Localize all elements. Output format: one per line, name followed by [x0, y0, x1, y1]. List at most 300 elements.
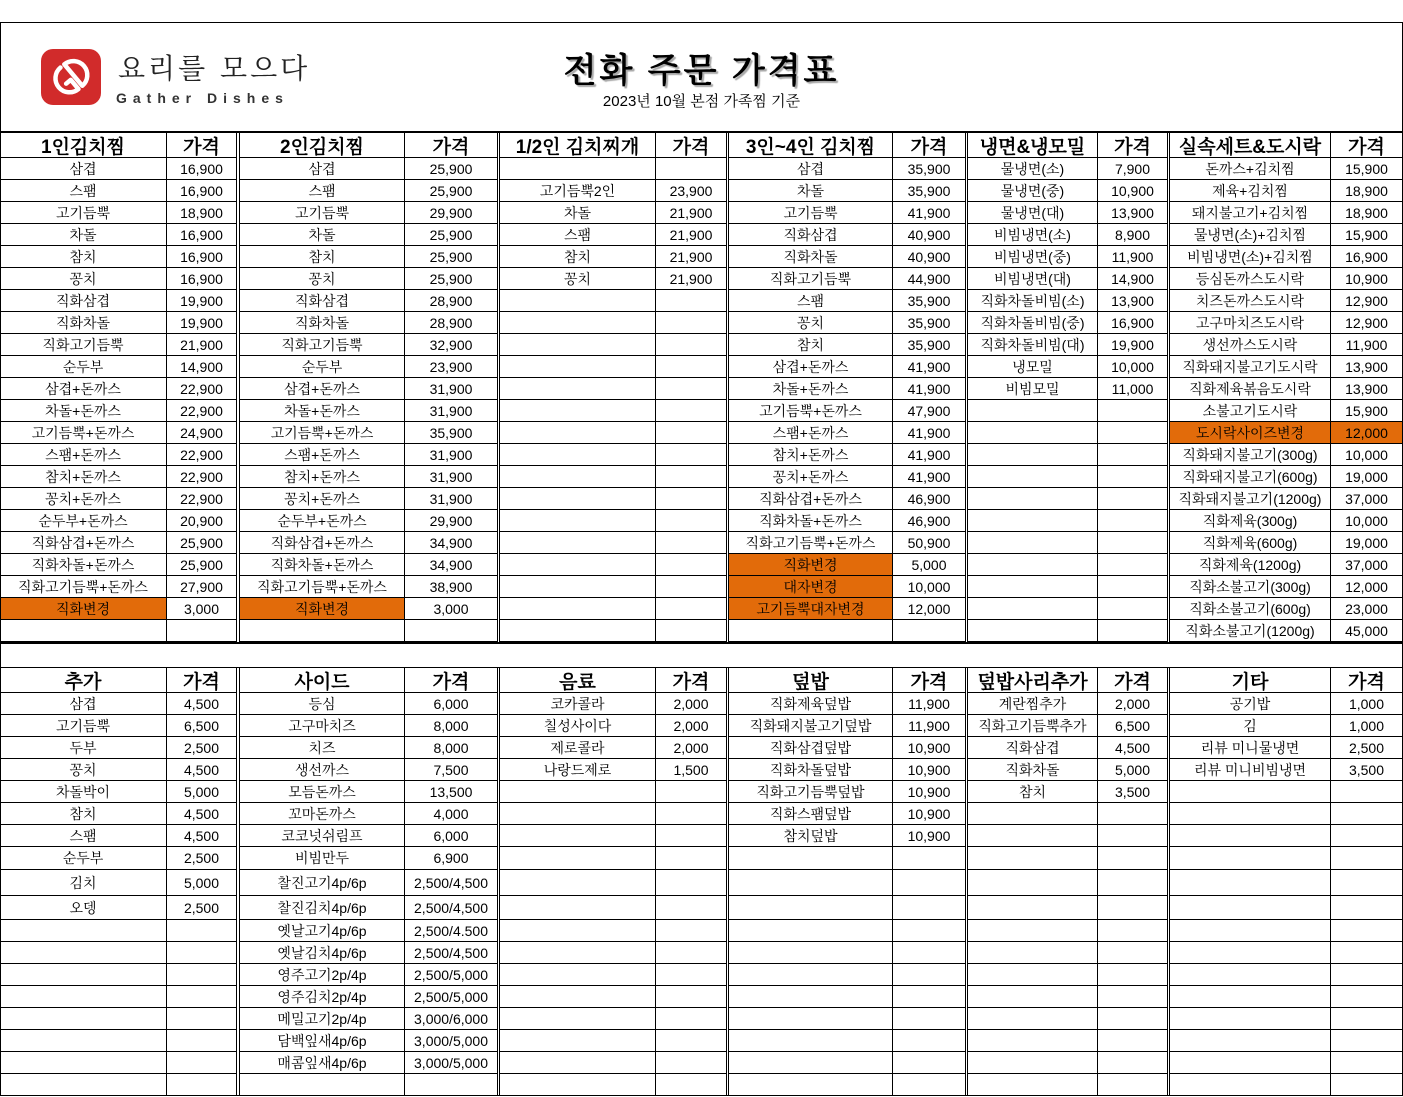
- menu-item-name: 돈까스+김치찜: [1170, 158, 1331, 180]
- menu-item-price: 23,900: [656, 180, 727, 202]
- empty-cell: [729, 847, 893, 870]
- menu-item-price: 25,900: [405, 158, 498, 180]
- menu-item-name: 꽁치+돈까스: [0, 488, 167, 510]
- menu-item-name: 직화삼겹덮밥: [729, 737, 893, 759]
- column-header-category: 실속세트&도시락: [1170, 133, 1331, 158]
- empty-cell: [1170, 1008, 1331, 1030]
- column-header-price: 가격: [893, 668, 966, 693]
- column-header-category: 1/2인 김치찌개: [500, 133, 656, 158]
- menu-item-price: 13,900: [1098, 290, 1168, 312]
- empty-cell: [500, 825, 656, 847]
- menu-item-name: 직화고기듬뿍+돈까스: [729, 532, 893, 554]
- menu-item-price: 8,000: [405, 715, 498, 737]
- menu-item-price: 21,900: [167, 334, 237, 356]
- menu-item-name: 꽁치: [729, 312, 893, 334]
- menu-item-price: 31,900: [405, 378, 498, 400]
- menu-item-name: 스팸: [240, 180, 405, 202]
- menu-item-name: 직화제육볶음도시락: [1170, 378, 1331, 400]
- empty-cell: [1098, 1008, 1168, 1030]
- menu-item-name: 직화삼겹: [240, 290, 405, 312]
- menu-item-price: 21,900: [656, 224, 727, 246]
- menu-item-name: 참치: [240, 246, 405, 268]
- menu-group: [500, 668, 727, 1096]
- empty-cell: [1170, 803, 1331, 825]
- menu-item-price: 41,900: [893, 356, 966, 378]
- empty-cell: [500, 986, 656, 1008]
- empty-cell: [1331, 986, 1403, 1008]
- menu-item-name: 직화차돌: [729, 246, 893, 268]
- menu-item-name: 칠성사이다: [500, 715, 656, 737]
- empty-cell: [968, 1052, 1098, 1074]
- empty-cell: [893, 1030, 966, 1052]
- empty-cell: [893, 870, 966, 896]
- empty-cell: [729, 870, 893, 896]
- menu-item-price: 6,000: [405, 825, 498, 847]
- menu-item-name: 김치: [0, 870, 167, 896]
- empty-cell: [729, 1030, 893, 1052]
- highlighted-item-name: 도시락사이즈변경: [1170, 422, 1331, 444]
- empty-cell: [656, 312, 727, 334]
- menu-item-price: 21,900: [656, 268, 727, 290]
- menu-item-name: 직화고기듬뿍덮밥: [729, 781, 893, 803]
- menu-item-name: 직화차돌+돈까스: [240, 554, 405, 576]
- empty-cell: [656, 466, 727, 488]
- menu-item-price: 40,900: [893, 224, 966, 246]
- menu-item-name: 직화차돌+돈까스: [0, 554, 167, 576]
- menu-item-name: 차돌박이: [0, 781, 167, 803]
- empty-cell: [968, 400, 1098, 422]
- menu-item-price: 22,900: [167, 378, 237, 400]
- menu-item-price: 34,900: [405, 532, 498, 554]
- menu-item-price: 19,900: [167, 312, 237, 334]
- empty-cell: [656, 964, 727, 986]
- empty-cell: [240, 620, 405, 642]
- menu-item-name: 스팸: [500, 224, 656, 246]
- menu-item-price: 29,900: [405, 510, 498, 532]
- empty-cell: [968, 510, 1098, 532]
- group-divider: [1168, 133, 1170, 642]
- empty-cell: [1098, 1052, 1168, 1074]
- empty-cell: [893, 1052, 966, 1074]
- menu-item-price: 2,500/4,500: [405, 896, 498, 920]
- menu-item-name: 스팸+돈까스: [240, 444, 405, 466]
- menu-item-price: 22,900: [167, 466, 237, 488]
- menu-group: [968, 133, 1168, 642]
- empty-cell: [500, 510, 656, 532]
- brand-name-english: Gather Dishes: [116, 90, 289, 106]
- empty-cell: [1170, 896, 1331, 920]
- menu-item-price: 10,900: [893, 803, 966, 825]
- menu-item-name: 치즈: [240, 737, 405, 759]
- menu-item-price: 35,900: [893, 158, 966, 180]
- menu-item-name: 꽁치: [500, 268, 656, 290]
- empty-cell: [1170, 920, 1331, 942]
- menu-group: [729, 133, 966, 642]
- empty-cell: [500, 847, 656, 870]
- menu-item-price: 10,900: [1331, 268, 1403, 290]
- menu-group: [1170, 133, 1403, 642]
- empty-cell: [968, 896, 1098, 920]
- menu-item-name: 직화고기듬뿍+돈까스: [0, 576, 167, 598]
- menu-item-price: 6,500: [167, 715, 237, 737]
- empty-cell: [656, 532, 727, 554]
- menu-item-price: 21,900: [656, 202, 727, 224]
- menu-item-name: 고기듬뿍: [0, 715, 167, 737]
- menu-item-name: 메밀고기2p/4p: [240, 1008, 405, 1030]
- menu-item-name: 직화고기듬뿍추가: [968, 715, 1098, 737]
- menu-item-name: 순두부+돈까스: [0, 510, 167, 532]
- empty-cell: [656, 290, 727, 312]
- column-header-category: 덮밥사리추가: [968, 668, 1098, 693]
- empty-cell: [0, 1074, 167, 1096]
- menu-item-name: 직화차돌: [240, 312, 405, 334]
- menu-item-price: 3,000/5,000: [405, 1030, 498, 1052]
- menu-item-name: 직화차돌비빔(대): [968, 334, 1098, 356]
- menu-item-name: 참치: [0, 246, 167, 268]
- menu-item-price: 44,900: [893, 268, 966, 290]
- empty-cell: [240, 1074, 405, 1096]
- menu-item-name: 비빔냉면(대): [968, 268, 1098, 290]
- empty-cell: [968, 488, 1098, 510]
- menu-item-name: 코카콜라: [500, 693, 656, 715]
- menu-item-price: 10,900: [1098, 180, 1168, 202]
- empty-cell: [968, 964, 1098, 986]
- empty-cell: [1098, 920, 1168, 942]
- empty-cell: [1331, 964, 1403, 986]
- menu-item-price: 3,000: [405, 598, 498, 620]
- empty-cell: [167, 1074, 237, 1096]
- menu-item-price: 1,500: [656, 759, 727, 781]
- menu-item-price: 19,000: [1331, 466, 1403, 488]
- menu-item-price: 6,900: [405, 847, 498, 870]
- highlighted-item-name: 고기듬뿍대자변경: [729, 598, 893, 620]
- menu-item-name: 리뷰 미니비빔냉면: [1170, 759, 1331, 781]
- empty-cell: [656, 781, 727, 803]
- menu-group: [0, 668, 237, 1096]
- page-title: 전화 주문 가격표: [563, 52, 840, 90]
- menu-item-name: 차돌+돈까스: [729, 378, 893, 400]
- empty-cell: [656, 847, 727, 870]
- menu-item-price: 31,900: [405, 400, 498, 422]
- empty-cell: [729, 942, 893, 964]
- empty-cell: [656, 378, 727, 400]
- empty-cell: [968, 942, 1098, 964]
- menu-item-name: 고기듬뿍: [0, 202, 167, 224]
- menu-item-name: 참치: [0, 803, 167, 825]
- menu-item-price: 41,900: [893, 444, 966, 466]
- menu-item-name: 삼겹+돈까스: [0, 378, 167, 400]
- menu-item-name: 물냉면(중): [968, 180, 1098, 202]
- menu-item-name: 비빔냉면(소)+김치찜: [1170, 246, 1331, 268]
- menu-item-name: 직화차돌덮밥: [729, 759, 893, 781]
- empty-cell: [729, 1052, 893, 1074]
- menu-item-name: 꽁치: [0, 759, 167, 781]
- empty-cell: [1331, 825, 1403, 847]
- column-header-price: 가격: [1331, 133, 1403, 158]
- empty-cell: [1170, 1052, 1331, 1074]
- empty-cell: [656, 825, 727, 847]
- menu-item-name: 참치: [729, 334, 893, 356]
- menu-item-name: 차돌+돈까스: [0, 400, 167, 422]
- column-header-category: 사이드: [240, 668, 405, 693]
- menu-item-name: 고구마치즈: [240, 715, 405, 737]
- empty-cell: [893, 847, 966, 870]
- menu-item-price: 22,900: [167, 400, 237, 422]
- menu-item-price: 2,000: [656, 693, 727, 715]
- menu-item-price: 6,000: [405, 693, 498, 715]
- section-divider: [0, 642, 1403, 668]
- menu-item-name: 스팸: [0, 825, 167, 847]
- menu-item-price: 4,500: [167, 693, 237, 715]
- empty-cell: [656, 510, 727, 532]
- menu-item-name: 두부: [0, 737, 167, 759]
- empty-cell: [656, 1074, 727, 1096]
- menu-item-name: 생선까스: [240, 759, 405, 781]
- empty-cell: [1331, 920, 1403, 942]
- menu-item-price: 12,000: [893, 598, 966, 620]
- empty-cell: [1170, 942, 1331, 964]
- menu-item-name: 직화고기듬뿍: [729, 268, 893, 290]
- empty-cell: [1170, 870, 1331, 896]
- menu-item-name: 계란찜추가: [968, 693, 1098, 715]
- empty-cell: [968, 598, 1098, 620]
- menu-item-price: 2,500: [167, 847, 237, 870]
- column-header-price: 가격: [1098, 668, 1168, 693]
- menu-item-name: 찰진고기4p/6p: [240, 870, 405, 896]
- column-header-category: 2인김치찜: [240, 133, 405, 158]
- menu-item-price: 19,900: [1098, 334, 1168, 356]
- empty-cell: [1170, 825, 1331, 847]
- menu-item-price: 13,900: [1331, 356, 1403, 378]
- empty-cell: [968, 920, 1098, 942]
- menu-item-name: 직화차돌: [968, 759, 1098, 781]
- menu-item-name: 공기밥: [1170, 693, 1331, 715]
- menu-item-price: 8,000: [405, 737, 498, 759]
- group-divider: [966, 133, 968, 642]
- menu-item-name: 꽁치: [240, 268, 405, 290]
- empty-cell: [167, 1030, 237, 1052]
- empty-cell: [968, 532, 1098, 554]
- menu-item-name: 직화제육(1200g): [1170, 554, 1331, 576]
- menu-item-price: 16,900: [167, 158, 237, 180]
- group-divider: [498, 668, 500, 1096]
- empty-cell: [1331, 781, 1403, 803]
- menu-item-name: 영주고기2p/4p: [240, 964, 405, 986]
- empty-cell: [729, 964, 893, 986]
- menu-item-name: 직화소불고기(300g): [1170, 576, 1331, 598]
- empty-cell: [1170, 1030, 1331, 1052]
- empty-cell: [500, 1074, 656, 1096]
- menu-item-name: 순두부: [240, 356, 405, 378]
- empty-cell: [0, 620, 167, 642]
- highlighted-item-name: 직화변경: [0, 598, 167, 620]
- empty-cell: [1331, 870, 1403, 896]
- menu-item-price: 1,000: [1331, 715, 1403, 737]
- menu-item-price: 2,500/4.500: [405, 920, 498, 942]
- menu-item-price: 37,000: [1331, 554, 1403, 576]
- menu-item-price: 2,500/5,000: [405, 964, 498, 986]
- empty-cell: [1098, 576, 1168, 598]
- menu-item-price: 2,500/5,000: [405, 986, 498, 1008]
- menu-group: [729, 668, 966, 1096]
- empty-cell: [729, 920, 893, 942]
- menu-item-name: 물냉면(소): [968, 158, 1098, 180]
- empty-cell: [1098, 986, 1168, 1008]
- menu-item-name: 스팸: [729, 290, 893, 312]
- menu-item-name: 직화소불고기(1200g): [1170, 620, 1331, 642]
- menu-item-price: 10,000: [1331, 444, 1403, 466]
- empty-cell: [656, 400, 727, 422]
- menu-group: [0, 133, 237, 642]
- group-divider: [237, 668, 240, 1096]
- menu-item-price: 12,900: [1331, 312, 1403, 334]
- empty-cell: [500, 942, 656, 964]
- empty-cell: [1098, 598, 1168, 620]
- menu-item-name: 고기듬뿍: [240, 202, 405, 224]
- menu-item-name: 제로콜라: [500, 737, 656, 759]
- empty-cell: [968, 620, 1098, 642]
- empty-cell: [500, 312, 656, 334]
- column-header-price: 가격: [167, 668, 237, 693]
- empty-cell: [0, 942, 167, 964]
- empty-cell: [968, 576, 1098, 598]
- menu-item-price: 16,900: [167, 180, 237, 202]
- menu-item-price: 3,000/6,000: [405, 1008, 498, 1030]
- menu-item-price: 35,900: [893, 334, 966, 356]
- menu-item-price: 46,900: [893, 488, 966, 510]
- menu-item-price: 31,900: [405, 466, 498, 488]
- menu-item-price: 20,900: [167, 510, 237, 532]
- empty-cell: [968, 466, 1098, 488]
- menu-item-name: 꽁치: [0, 268, 167, 290]
- menu-item-price: 35,900: [893, 290, 966, 312]
- empty-cell: [656, 620, 727, 642]
- empty-cell: [893, 1008, 966, 1030]
- empty-cell: [968, 1030, 1098, 1052]
- group-divider: [966, 668, 968, 1096]
- menu-item-price: 3,000: [167, 598, 237, 620]
- menu-item-name: 영주김치2p/4p: [240, 986, 405, 1008]
- menu-item-name: 리뷰 미니물냉면: [1170, 737, 1331, 759]
- menu-item-name: 삼겹: [240, 158, 405, 180]
- empty-cell: [656, 422, 727, 444]
- menu-item-name: 오뎅: [0, 896, 167, 920]
- empty-cell: [1098, 1074, 1168, 1096]
- empty-cell: [656, 488, 727, 510]
- empty-cell: [893, 986, 966, 1008]
- empty-cell: [405, 620, 498, 642]
- brand-logo: [40, 48, 102, 106]
- menu-item-name: 직화돼지불고기도시락: [1170, 356, 1331, 378]
- empty-cell: [968, 870, 1098, 896]
- menu-item-price: 18,900: [167, 202, 237, 224]
- empty-cell: [500, 444, 656, 466]
- empty-cell: [893, 942, 966, 964]
- menu-item-price: 35,900: [893, 312, 966, 334]
- empty-cell: [500, 466, 656, 488]
- column-header-price: 가격: [167, 133, 237, 158]
- menu-item-price: 28,900: [405, 312, 498, 334]
- menu-item-price: 7,900: [1098, 158, 1168, 180]
- menu-item-name: 꼬마돈까스: [240, 803, 405, 825]
- empty-cell: [1098, 847, 1168, 870]
- menu-item-name: 물냉면(대): [968, 202, 1098, 224]
- empty-cell: [968, 422, 1098, 444]
- empty-cell: [1098, 488, 1168, 510]
- menu-item-price: 10,900: [893, 781, 966, 803]
- menu-item-price: 14,900: [167, 356, 237, 378]
- empty-cell: [1098, 825, 1168, 847]
- menu-item-price: 3,500: [1331, 759, 1403, 781]
- menu-item-price: 22,900: [167, 444, 237, 466]
- menu-item-name: 옛날김치4p/6p: [240, 942, 405, 964]
- highlighted-item-name: 대자변경: [729, 576, 893, 598]
- menu-item-name: 참치: [968, 781, 1098, 803]
- menu-item-name: 삼겹: [0, 693, 167, 715]
- empty-cell: [1170, 986, 1331, 1008]
- menu-item-name: 직화제육(600g): [1170, 532, 1331, 554]
- page-subtitle: 2023년 10월 본점 가족찜 기준: [602, 93, 801, 110]
- highlighted-item-price: 12,000: [1331, 422, 1403, 444]
- menu-item-price: 12,000: [1331, 576, 1403, 598]
- menu-item-name: 차돌: [500, 202, 656, 224]
- menu-item-name: 냉모밀: [968, 356, 1098, 378]
- menu-item-price: 37,000: [1331, 488, 1403, 510]
- empty-cell: [656, 1052, 727, 1074]
- menu-item-price: 16,900: [167, 268, 237, 290]
- menu-item-name: 차돌+돈까스: [240, 400, 405, 422]
- column-header-category: 3인~4인 김치찜: [729, 133, 893, 158]
- empty-cell: [1331, 847, 1403, 870]
- menu-item-price: 3,000/5,000: [405, 1052, 498, 1074]
- menu-item-price: 29,900: [405, 202, 498, 224]
- empty-cell: [1098, 1030, 1168, 1052]
- menu-item-price: 23,900: [405, 356, 498, 378]
- menu-item-price: 4,500: [167, 803, 237, 825]
- menu-item-name: 모듬돈까스: [240, 781, 405, 803]
- empty-cell: [729, 620, 893, 642]
- menu-item-price: 13,900: [1331, 378, 1403, 400]
- menu-item-name: 비빔냉면(중): [968, 246, 1098, 268]
- menu-item-price: 18,900: [1331, 202, 1403, 224]
- column-header-category: 음료: [500, 668, 656, 693]
- column-header-price: 가격: [405, 668, 498, 693]
- menu-item-name: 김: [1170, 715, 1331, 737]
- empty-cell: [500, 400, 656, 422]
- empty-cell: [1098, 942, 1168, 964]
- empty-cell: [968, 444, 1098, 466]
- empty-cell: [656, 444, 727, 466]
- empty-cell: [1098, 444, 1168, 466]
- empty-cell: [1331, 803, 1403, 825]
- empty-cell: [1098, 466, 1168, 488]
- menu-item-name: 직화삼겹+돈까스: [729, 488, 893, 510]
- menu-item-price: 2,000: [1098, 693, 1168, 715]
- column-header-price: 가격: [656, 668, 727, 693]
- menu-item-price: 24,900: [167, 422, 237, 444]
- empty-cell: [729, 896, 893, 920]
- menu-item-price: 41,900: [893, 202, 966, 224]
- menu-item-name: 직화제육(300g): [1170, 510, 1331, 532]
- menu-item-name: 순두부: [0, 356, 167, 378]
- menu-item-name: 참치덮밥: [729, 825, 893, 847]
- menu-item-name: 삼겹+돈까스: [240, 378, 405, 400]
- empty-cell: [1331, 896, 1403, 920]
- menu-item-name: 순두부+돈까스: [240, 510, 405, 532]
- menu-item-price: 25,900: [167, 532, 237, 554]
- menu-item-name: 제육+김치찜: [1170, 180, 1331, 202]
- column-header-category: 1인김치찜: [0, 133, 167, 158]
